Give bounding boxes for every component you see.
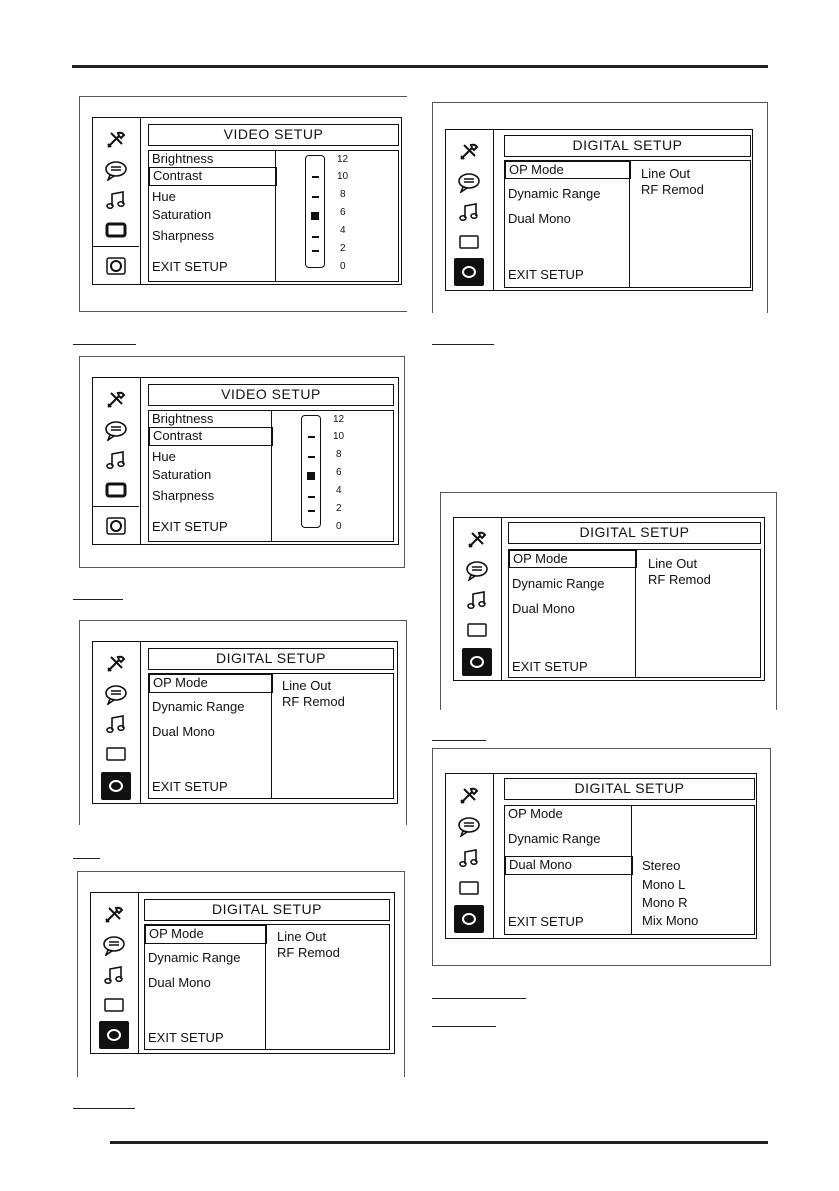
menu-item-op-mode[interactable]: OP Mode [508, 806, 563, 821]
slider-knob[interactable] [311, 212, 319, 220]
video-icon[interactable] [99, 991, 129, 1019]
footer-rule [110, 1141, 768, 1144]
option-rf-remod[interactable]: RF Remod [641, 182, 704, 197]
menu-content [144, 924, 390, 1050]
osd-screen [90, 892, 395, 1054]
menu-item-brightness[interactable]: Brightness [152, 151, 214, 166]
language-icon[interactable] [462, 556, 492, 584]
general-setup-icon[interactable] [462, 526, 492, 554]
menu-item-dynamic-range[interactable]: Dynamic Range [508, 831, 601, 846]
menu-item-dynamic-range[interactable]: Dynamic Range [508, 186, 601, 201]
menu-item-dual-mono[interactable]: Dual Mono [152, 724, 215, 739]
menu-item-dynamic-range[interactable]: Dynamic Range [148, 950, 241, 965]
language-icon[interactable] [101, 416, 131, 444]
scale-label: 12 [337, 154, 349, 165]
scale-label: 0 [340, 261, 346, 272]
option-mono-l[interactable]: Mono L [642, 877, 686, 892]
menu-item-op-mode[interactable]: OP Mode [149, 674, 273, 693]
general-setup-icon[interactable] [101, 650, 131, 678]
menu-item-sharpness[interactable]: Sharpness [152, 228, 215, 243]
option-line-out[interactable]: Line Out [282, 678, 332, 693]
scale-label: 4 [340, 225, 346, 236]
video-icon[interactable] [101, 740, 131, 768]
video-icon[interactable] [462, 616, 492, 644]
digital-icon[interactable] [93, 506, 139, 544]
osd-icon-column [93, 118, 141, 284]
slider-knob[interactable] [307, 472, 315, 480]
menu-item-saturation[interactable]: Saturation [152, 467, 212, 482]
exit-setup[interactable]: EXIT SETUP [152, 259, 228, 274]
osd-screen [453, 517, 765, 681]
video-icon[interactable] [101, 476, 131, 504]
audio-icon[interactable] [454, 198, 484, 226]
osd-screen [92, 641, 398, 804]
caption-underline [73, 858, 100, 859]
general-setup-icon[interactable] [101, 126, 131, 154]
scale-label: 10 [337, 171, 349, 182]
value-slider[interactable] [301, 415, 321, 528]
digital-icon[interactable] [99, 1021, 129, 1049]
scale-label: 2 [336, 503, 342, 514]
menu-title: DIGITAL SETUP [144, 899, 390, 921]
menu-title: DIGITAL SETUP [504, 778, 755, 800]
digital-setup-panel-right-2 [440, 492, 777, 710]
menu-title: VIDEO SETUP [148, 384, 394, 406]
menu-content [508, 549, 761, 678]
language-icon[interactable] [101, 680, 131, 708]
menu-item-brightness[interactable]: Brightness [152, 411, 214, 426]
general-setup-icon[interactable] [99, 901, 129, 929]
digital-setup-panel-right-3 [432, 748, 771, 966]
menu-title: DIGITAL SETUP [148, 648, 394, 670]
caption-underline [432, 740, 486, 741]
exit-setup[interactable]: EXIT SETUP [512, 659, 588, 674]
language-icon[interactable] [101, 156, 131, 184]
option-rf-remod[interactable]: RF Remod [648, 572, 711, 587]
menu-content [148, 410, 394, 542]
audio-icon[interactable] [462, 586, 492, 614]
osd-icon-column [446, 774, 494, 938]
digital-icon[interactable] [462, 648, 492, 676]
caption-underline [432, 998, 526, 999]
header-rule [72, 65, 768, 68]
audio-icon[interactable] [101, 710, 131, 738]
language-icon[interactable] [99, 931, 129, 959]
audio-icon[interactable] [454, 844, 484, 872]
audio-icon[interactable] [101, 446, 131, 474]
menu-item-op-mode[interactable]: OP Mode [505, 161, 631, 179]
video-icon[interactable] [454, 874, 484, 902]
digital-icon[interactable] [454, 258, 484, 286]
digital-icon[interactable] [454, 905, 484, 933]
osd-icon-column [446, 130, 494, 290]
audio-icon[interactable] [99, 961, 129, 989]
menu-content [148, 673, 394, 799]
menu-item-hue[interactable]: Hue [152, 189, 176, 204]
menu-content [148, 150, 399, 282]
osd-screen [92, 117, 402, 285]
osd-icon-column [91, 893, 139, 1053]
menu-item-saturation[interactable]: Saturation [152, 207, 212, 222]
option-stereo[interactable]: Stereo [642, 858, 681, 873]
exit-setup[interactable]: EXIT SETUP [508, 267, 584, 282]
option-rf-remod[interactable]: RF Remod [277, 945, 340, 960]
osd-icon-column [454, 518, 502, 680]
menu-title: DIGITAL SETUP [504, 135, 751, 157]
scale-label: 6 [336, 467, 342, 478]
exit-setup[interactable]: EXIT SETUP [148, 1030, 224, 1045]
digital-icon[interactable] [93, 246, 139, 284]
scale-label: 10 [333, 431, 345, 442]
menu-content [504, 805, 755, 935]
menu-item-hue[interactable]: Hue [152, 449, 176, 464]
general-setup-icon[interactable] [454, 782, 484, 810]
menu-item-dual-mono[interactable]: Dual Mono [508, 211, 571, 226]
option-line-out[interactable]: Line Out [641, 166, 691, 181]
scale-label: 8 [340, 189, 346, 200]
option-rf-remod[interactable]: RF Remod [282, 694, 345, 709]
menu-item-op-mode[interactable]: OP Mode [145, 925, 267, 944]
menu-item-dual-mono[interactable]: Dual Mono [512, 601, 575, 616]
menu-item-contrast[interactable]: Contrast [149, 427, 273, 446]
scale-label: 0 [336, 521, 342, 532]
option-line-out[interactable]: Line Out [277, 929, 327, 944]
language-icon[interactable] [454, 168, 484, 196]
caption-underline [73, 344, 136, 345]
exit-setup[interactable]: EXIT SETUP [508, 914, 584, 929]
osd-screen [445, 773, 757, 939]
menu-item-op-mode[interactable]: OP Mode [509, 550, 637, 568]
option-line-out[interactable]: Line Out [648, 556, 698, 571]
scale-label: 2 [340, 243, 346, 254]
menu-title: DIGITAL SETUP [508, 522, 761, 544]
exit-setup[interactable]: EXIT SETUP [152, 519, 228, 534]
menu-item-sharpness[interactable]: Sharpness [152, 488, 215, 503]
general-setup-icon[interactable] [101, 386, 131, 414]
menu-item-dual-mono[interactable]: Dual Mono [148, 975, 211, 990]
option-mix-mono[interactable]: Mix Mono [642, 913, 699, 928]
scale-label: 8 [336, 449, 342, 460]
digital-setup-panel-left-1 [79, 620, 407, 825]
digital-setup-panel-right-1 [432, 102, 768, 313]
video-icon[interactable] [454, 228, 484, 256]
menu-item-dual-mono[interactable]: Dual Mono [505, 856, 633, 875]
caption-underline [432, 344, 494, 345]
caption-underline [73, 599, 123, 600]
audio-icon[interactable] [101, 186, 131, 214]
menu-content [504, 160, 751, 288]
digital-setup-panel-left-2 [77, 871, 405, 1077]
general-setup-icon[interactable] [454, 138, 484, 166]
scale-label: 12 [333, 414, 345, 425]
osd-icon-column [93, 378, 141, 544]
caption-underline [432, 1026, 496, 1027]
video-setup-panel-2 [79, 356, 405, 568]
osd-screen [92, 377, 399, 545]
video-setup-panel-1 [79, 96, 407, 312]
value-slider[interactable] [305, 155, 325, 268]
language-icon[interactable] [454, 812, 484, 840]
digital-icon[interactable] [101, 772, 131, 800]
scale-label: 6 [340, 207, 346, 218]
osd-screen [445, 129, 753, 291]
menu-title: VIDEO SETUP [148, 124, 399, 146]
exit-setup[interactable]: EXIT SETUP [152, 779, 228, 794]
scale-label: 4 [336, 485, 342, 496]
caption-underline [73, 1108, 135, 1109]
option-mono-r[interactable]: Mono R [642, 895, 688, 910]
video-icon[interactable] [101, 216, 131, 244]
osd-icon-column [93, 642, 141, 803]
menu-item-dynamic-range[interactable]: Dynamic Range [512, 576, 605, 591]
menu-item-contrast[interactable]: Contrast [149, 167, 277, 186]
menu-item-dynamic-range[interactable]: Dynamic Range [152, 699, 245, 714]
